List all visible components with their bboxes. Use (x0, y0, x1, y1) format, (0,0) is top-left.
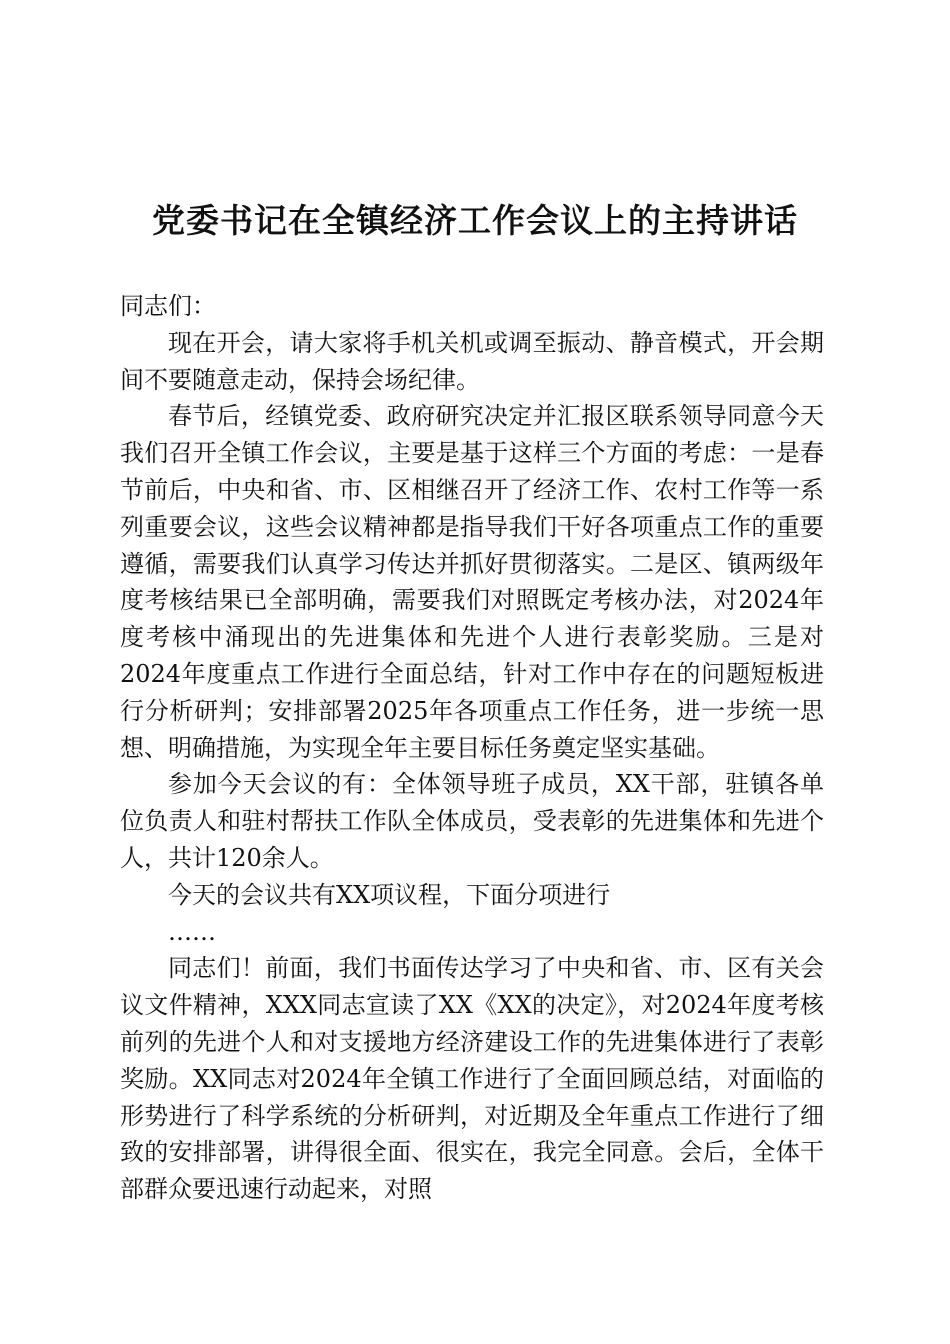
paragraph-opening: 现在开会，请大家将手机关机或调至振动、静音模式，开会期间不要随意走动，保持会场纪律。 (120, 328, 824, 394)
salutation: 同志们： (120, 292, 216, 320)
paragraph-summary: 同志们！前面，我们书面传达学习了中央和省、市、区有关会议文件精神，XXX同志宣读了XX《XX的决定》，对2024年度考核前列的先进个人和对支援地方经济建设工作的先进集体进行了表彰奖励。XX同志对2024年全镇工作进行了全面回顾总结，对面临的形势进行了科学系统的分析研判，对近期及全年重点工作进行了细致的安排部署，讲得很全面、很实在，我完全同意。会后，全体干部群众要迅速行动起来，对照 (120, 954, 824, 1204)
paragraph-agenda: 今天的会议共有XX项议程，下面分项进行 (168, 880, 611, 909)
paragraph-attendees: 参加今天会议的有：全体领导班子成员，XX干部，驻镇各单位负责人和驻村帮扶工作队全体成员，受表彰的先进集体和先进个人，共计120余人。 (120, 770, 824, 872)
paragraph-background: 春节后，经镇党委、政府研究决定并汇报区联系领导同意今天我们召开全镇工作会议，主要是基于这样三个方面的考虑：一是春节前后，中央和省、市、区相继召开了经济工作、农村工作等一系列重要会议，这些会议精神都是指导我们干好各项重点工作的重要遵循，需要我们认真学习传达并抓好贯彻落实。二是区、镇两级年度考核结果已全部明确，需要我们对照既定考核办法，对2024年度考核中涌现出的先进集体和先进个人进行表彰奖励。三是对2024年度重点工作进行全面总结，针对工作中存在的问题短板进行分析研判；安排部署2025年各项重点工作任务，进一步统一思想、明确措施，为实现全年主要目标任务奠定坚实基础。 (120, 402, 824, 762)
document-body (120, 288, 824, 1208)
paragraph-ellipsis: …… (168, 917, 216, 946)
document-title: 党委书记在全镇经济工作会议上的主持讲话 (152, 201, 798, 240)
